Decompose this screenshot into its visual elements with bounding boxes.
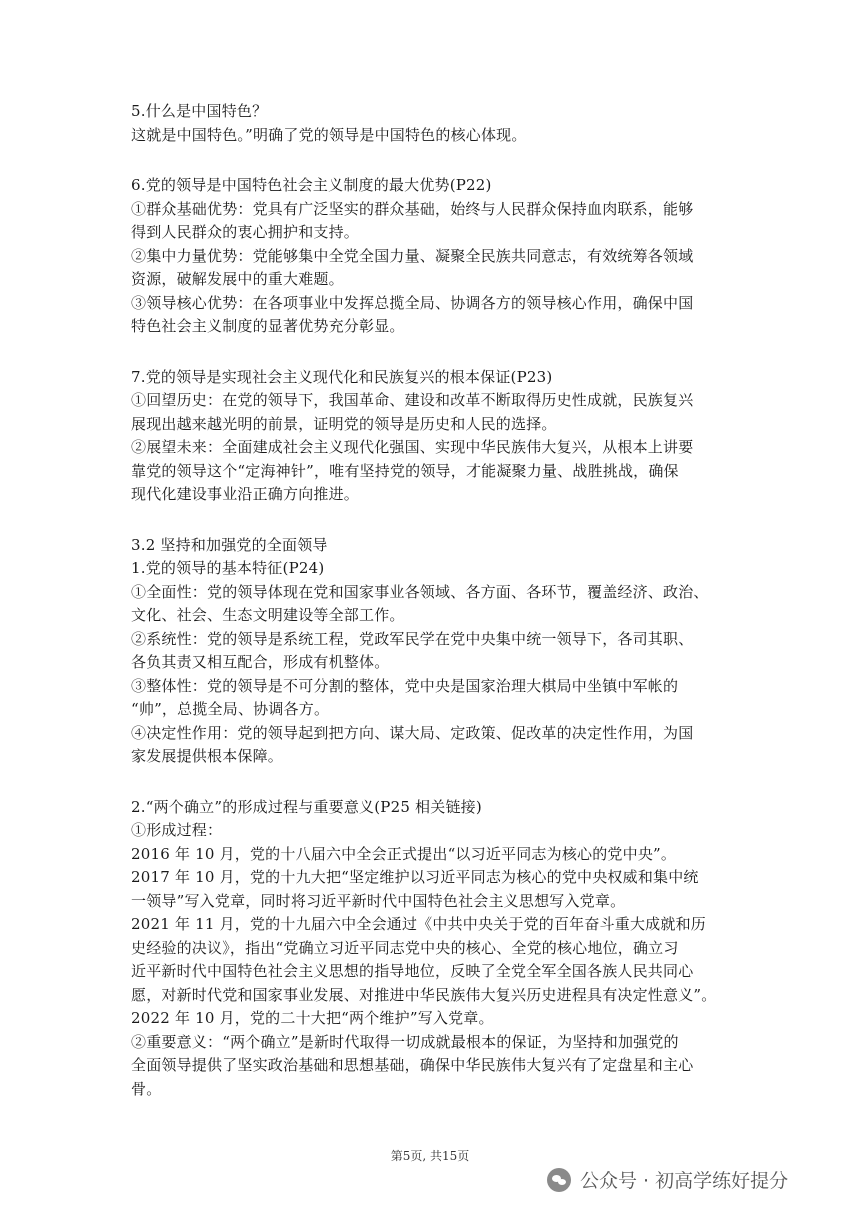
watermark	[547, 1166, 788, 1193]
section-heading: 1.党的领导的基本特征(P24)	[131, 559, 325, 577]
text-line: 这就是中国特色。”明确了党的领导是中国特色的核心体现。	[131, 125, 527, 144]
text-line: ③整体性：党的领导是不可分割的整体，党中央是国家治理大棋局中坐镇中军帐的	[131, 676, 679, 695]
section-heading: 2.“两个确立”的形成过程与重要意义(P25 相关链接)	[131, 797, 482, 816]
watermark-text: 公众号 · 初高学练好提分	[580, 1170, 789, 1192]
text-line: 家发展提供根本保障。	[131, 747, 284, 765]
section-comprehensive-leadership	[131, 534, 741, 769]
text-line: 近平新时代中国特色社会主义思想的指导地位，反映了全党全军全国各族人民共同心	[131, 962, 694, 980]
text-line: ①回望历史：在党的领导下，我国革命、建设和改革不断取得历史性成就，民族复兴	[131, 391, 694, 409]
text-line: ①形成过程：	[131, 821, 223, 839]
text-line: ④决定性作用：党的领导起到把方向、谋大局、定政策、促改革的决定性作用，为国	[131, 723, 694, 742]
section-biggest-advantage	[131, 174, 741, 339]
text-line: 全面领导提供了坚实政治基础和思想基础，确保中华民族伟大复兴有了定盘星和主心	[131, 1056, 694, 1074]
text-line: ②重要意义：“两个确立”是新时代取得一切成就最根本的保证，为坚持和加强党的	[131, 1032, 679, 1051]
wechat-icon	[547, 1168, 571, 1192]
section-heading: 5.什么是中国特色？	[131, 102, 268, 120]
text-line: 特色社会主义制度的显著优势充分彰显。	[131, 317, 405, 335]
text-line: 靠党的领导这个“定海神针”，唯有坚持党的领导，才能凝聚力量、战胜挑战，确保	[131, 461, 679, 480]
text-line: ②集中力量优势：党能够集中全党全国力量、凝聚全民族共同意志，有效统筹各领域	[131, 246, 694, 265]
text-line: 2016 年 10 月，党的十八届六中全会正式提出“以习近平同志为核心的党中央”。	[131, 844, 677, 863]
text-line: 现代化建设事业沿正确方向推进。	[131, 485, 360, 503]
text-line: 资源，破解发展中的重大难题。	[131, 270, 344, 288]
text-line: ③领导核心优势：在各项事业中发挥总揽全局、协调各方的领导核心作用，确保中国	[131, 293, 694, 312]
text-line: 史经验的决议》，指出“党确立习近平同志党中央的核心、全党的核心地位，确立习	[131, 938, 679, 957]
text-line: 得到人民群众的衷心拥护和支持。	[131, 223, 360, 241]
text-line: ①全面性：党的领导体现在党和国家事业各领域、各方面、各环节，覆盖经济、政治、	[131, 582, 709, 601]
text-line: 2021 年 11 月，党的十九届六中全会通过《中共中央关于党的百年奋斗重大成就和历	[131, 915, 706, 933]
page-number: 第5页, 共15页	[390, 1149, 470, 1163]
section-heading: 6.党的领导是中国特色社会主义制度的最大优势(P22)	[131, 176, 492, 194]
section-fundamental-guarantee	[131, 366, 741, 507]
text-line: 展现出越来越光明的前景，证明党的领导是历史和人民的选择。	[131, 414, 557, 433]
chapter-heading: 3.2 坚持和加强党的全面领导	[131, 535, 328, 554]
text-line: 愿，对新时代党和国家事业发展、对推进中华民族伟大复兴历史进程具有决定性意义”。	[131, 985, 717, 1004]
text-line: 骨。	[131, 1079, 162, 1098]
section-what-is-chinese-characteristics	[131, 100, 741, 147]
document-body	[131, 100, 741, 1128]
section-heading: 7.党的领导是实现社会主义现代化和民族复兴的根本保证(P23)	[131, 367, 553, 386]
text-line: ①群众基础优势：党具有广泛坚实的群众基础，始终与人民群众保持血肉联系，能够	[131, 199, 694, 218]
text-line: 2022 年 10 月，党的二十大把“两个维护”写入党章。	[131, 1009, 494, 1027]
text-line: “帅”，总揽全局、协调各方。	[131, 700, 330, 718]
text-line: 文化、社会、生态文明建设等全部工作。	[131, 606, 405, 624]
text-line: 2017 年 10 月，党的十九大把“坚定维护以习近平同志为核心的党中央权威和集中统	[131, 868, 699, 886]
text-line: 一领导”写入党章，同时将习近平新时代中国特色社会主义思想写入党章。	[131, 891, 626, 910]
text-line: ②展望未来：全面建成社会主义现代化强国、实现中华民族伟大复兴，从根本上讲要	[131, 438, 694, 456]
text-line: ②系统性：党的领导是系统工程，党政军民学在党中央集中统一领导下，各司其职、	[131, 629, 694, 648]
section-two-establishments	[131, 796, 741, 1102]
text-line: 各负其责又相互配合，形成有机整体。	[131, 653, 390, 671]
